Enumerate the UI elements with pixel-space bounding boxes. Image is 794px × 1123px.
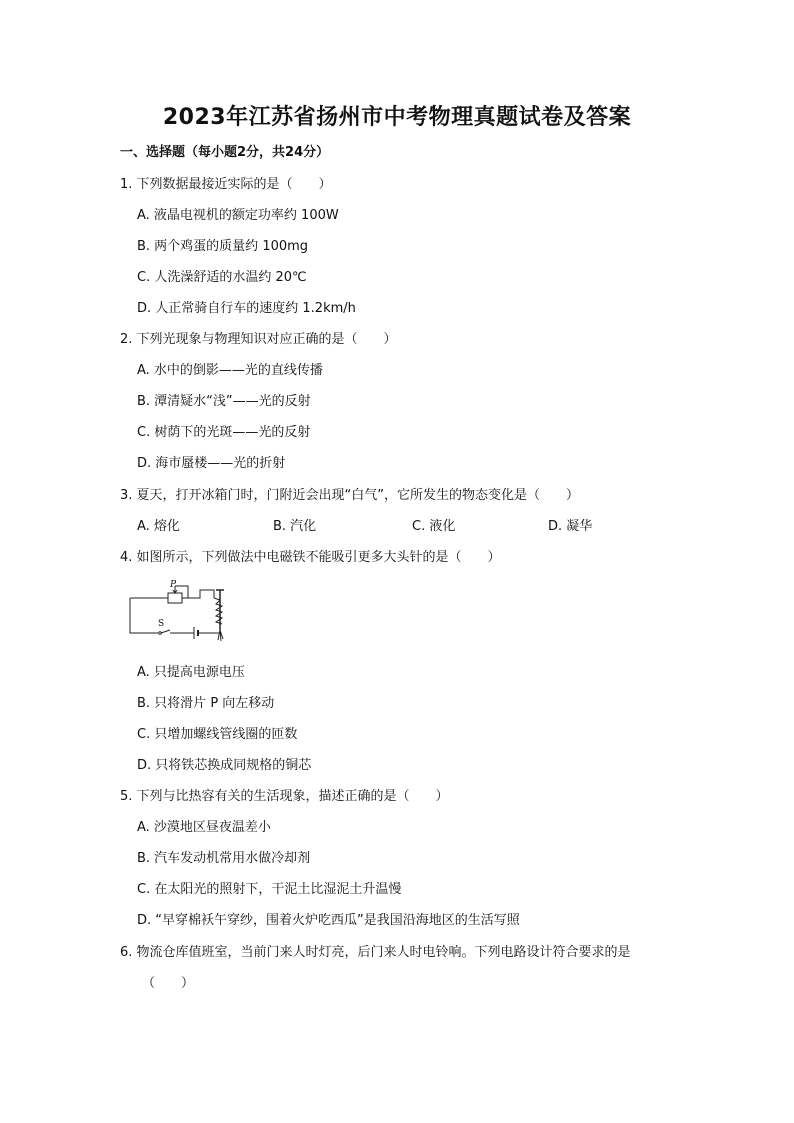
- circuit-wire: [130, 598, 158, 633]
- rheostat: [168, 593, 182, 603]
- question-4-stem: 4. 如图所示，下列做法中电磁铁不能吸引更多大头针的是（ ）: [120, 550, 501, 565]
- question-3-option-d: D. 凝华: [548, 519, 593, 534]
- question-4-option-a: A. 只提高电源电压: [137, 665, 245, 680]
- question-2-stem: 2. 下列光现象与物理知识对应正确的是（ ）: [120, 332, 397, 347]
- switch-terminal: [159, 632, 162, 635]
- question-3-option-a: A. 熔化: [137, 519, 180, 534]
- electromagnet-circuit-figure: [128, 578, 232, 644]
- question-1-option-a: A. 液晶电视机的额定功率约 100W: [137, 208, 339, 223]
- question-6-stem: 6. 物流仓库值班室，当前门来人时灯亮，后门来人时电铃响。下列电路设计符合要求的是: [120, 945, 631, 960]
- question-5-option-d: D. “早穿棉袄午穿纱，围着火炉吃西瓜”是我国沿海地区的生活写照: [137, 913, 520, 928]
- question-6-answer-brackets: （ ）: [142, 976, 195, 991]
- question-3-option-c: C. 液化: [412, 519, 456, 534]
- question-5-option-c: C. 在太阳光的照射下，干泥土比湿泥土升温慢: [137, 882, 402, 897]
- solenoid-coil: [214, 598, 222, 624]
- figure-label-s: S: [158, 619, 165, 629]
- question-2-option-d: D. 海市蜃楼——光的折射: [137, 456, 286, 471]
- switch-lever: [161, 630, 170, 633]
- question-5-stem: 5. 下列与比热容有关的生活现象，描述正确的是（ ）: [120, 789, 449, 804]
- section-heading: 一、选择题（每小题2分，共24分）: [120, 145, 330, 160]
- question-2-option-a: A. 水中的倒影——光的直线传播: [137, 363, 323, 378]
- question-4-option-c: C. 只增加螺线管线圈的匝数: [137, 727, 298, 742]
- question-5-option-a: A. 沙漠地区昼夜温差小: [137, 820, 271, 835]
- page-title: 2023年江苏省扬州市中考物理真题试卷及答案: [162, 105, 632, 130]
- question-1-option-c: C. 人洗澡舒适的水温约 20℃: [137, 270, 307, 285]
- question-3-option-b: B. 汽化: [273, 519, 317, 534]
- question-4-option-d: D. 只将铁芯换成同规格的铜芯: [137, 758, 312, 773]
- question-2-option-c: C. 树荫下的光斑——光的反射: [137, 425, 311, 440]
- circuit-wire: [182, 590, 214, 598]
- question-2-option-b: B. 潭清疑水“浅”——光的反射: [137, 394, 311, 409]
- question-3-stem: 3. 夏天，打开冰箱门时，门附近会出现“白气”，它所发生的物态变化是（ ）: [120, 488, 580, 503]
- figure-label-p: P: [170, 580, 177, 590]
- question-1-option-b: B. 两个鸡蛋的质量约 100mg: [137, 239, 309, 254]
- question-5-option-b: B. 汽车发动机常用水做冷却剂: [137, 851, 311, 866]
- question-1-stem: 1. 下列数据最接近实际的是（ ）: [120, 177, 332, 192]
- question-1-option-d: D. 人正常骑自行车的速度约 1.2km/h: [137, 301, 356, 316]
- question-4-option-b: B. 只将滑片 P 向左移动: [137, 696, 275, 711]
